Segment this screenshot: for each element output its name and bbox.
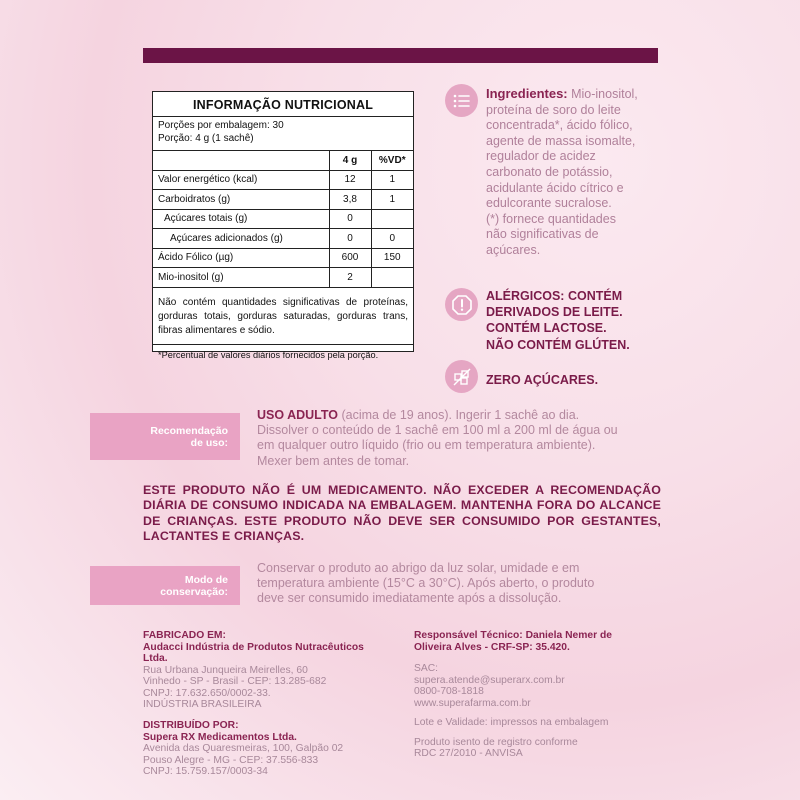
nutrition-note: Não contém quantidades significativas de proteínas, gorduras totais, gorduras saturadas, gorduras trans, fibras alimentares e sódio. <box>153 288 413 345</box>
zero-sugar-text: ZERO AÇÚCARES. <box>486 373 599 387</box>
usage-text: USO ADULTO (acima de 19 anos). Ingerir 1 sachê ao dia. Dissolver o conteúdo de 1 sachê em 100 ml a 200 ml de água ou em qualquer outro líquido (frio ou em temperatura ambiente). Mexer bem antes de tomar. <box>257 408 618 468</box>
table-header-row <box>153 151 413 171</box>
ingredients-label: Ingredientes: <box>486 86 568 101</box>
table-row: Açúcares adicionados (g) 0 0 <box>153 229 413 249</box>
ingredients-text: Ingredientes: Mio-inositol, proteína de soro do leite concentrada*, ácido fólico, agente de massa isomalte, regulador de acidez carbonato de potássio, acidulante ácido cítrico e edulcorante sucralose. (*) fornece quantidades não significativas de açúcares. <box>486 86 638 257</box>
sac-email: supera.atende@superarx.com.br <box>414 674 565 686</box>
distributor-block: DISTRIBUÍDO POR: Supera RX Medicamentos Ltda. Avenida das Quaresmeiras, 100, Galpão 02 Pouso Alegre - MG - CEP: 37.556-833 CNPJ: 15.759.157/0003-34 <box>143 720 344 777</box>
technical-block: Responsável Técnico: Daniela Nemer de Oliveira Alves - CRF-SP: 35.420. SAC: supera.atende@superarx.com.br 0800-708-1818 www.superafarma.com.br Lote e Validade: impressos na embalagem Produto isento de registro conforme RDC 27/2010 - ANVISA <box>414 630 613 759</box>
servings-per-package: Porções por embalagem: 30 <box>158 120 284 131</box>
allergens-text: ALÉRGICOS: CONTÉM DERIVADOS DE LEITE. CONTÉM LACTOSE. NÃO CONTÉM GLÚTEN. <box>486 289 630 352</box>
storage-text: Conservar o produto ao abrigo da luz solar, umidade e em temperatura ambiente (15°C a 30°C). Após aberto, o produto deve ser consumido imediatamente após a dissolução. <box>257 561 595 606</box>
usage-lead: USO ADULTO <box>257 408 339 422</box>
manufacturer-heading: FABRICADO EM: <box>143 630 226 641</box>
table-row: Ácido Fólico (µg) 600 150 <box>153 248 413 268</box>
serving-size: Porção: 4 g (1 sachê) <box>158 133 254 144</box>
table-row: Mio-inositol (g) 2 <box>153 268 413 288</box>
list-icon <box>445 84 478 117</box>
distributor-heading: DISTRIBUÍDO POR: <box>143 720 239 731</box>
nutrition-footnote: *Percentual de valores diários fornecidos pela porção. <box>158 349 379 360</box>
warning-icon <box>445 288 478 321</box>
header-bar <box>143 48 658 63</box>
usage-tab: Recomendação de uso: <box>90 413 240 460</box>
table-row: Açúcares totais (g) 0 <box>153 209 413 229</box>
storage-tab: Modo de conservação: <box>90 566 240 605</box>
header-dv: %VD* <box>371 151 413 171</box>
nutrition-table <box>152 91 414 360</box>
nutrition-grid <box>153 150 413 288</box>
nutrition-title: INFORMAÇÃO NUTRICIONAL <box>153 92 413 117</box>
manufacturer-block: FABRICADO EM: Audacci Indústria de Produtos Nutracêuticos Ltda. Rua Urbana Junqueira Meirelles, 60 Vinhedo - SP - Brasil - CEP: 13.285-682 CNPJ: 17.632.650/0002-33. INDÚSTRIA BRASILEIRA <box>143 630 364 710</box>
website: www.superafarma.com.br <box>414 697 531 709</box>
warning-text: ESTE PRODUTO NÃO É UM MEDICAMENTO. NÃO EXCEDER A RECOMENDAÇÃO DIÁRIA DE CONSUMO INDICADA NA EMBALAGEM. MANTENHA FORA DO ALCANCE DE CRIANÇAS. ESTE PRODUTO NÃO DEVE SER CONSUMIDO POR GESTANTES, LACTANTES E CRIANÇAS. <box>143 483 661 544</box>
zero-sugar-icon <box>445 360 478 393</box>
sac-phone: 0800-708-1818 <box>414 686 484 697</box>
header-amount: 4 g <box>329 151 371 171</box>
table-row: Valor energético (kcal) 12 1 <box>153 170 413 190</box>
table-row: Carboidratos (g) 3,8 1 <box>153 190 413 210</box>
